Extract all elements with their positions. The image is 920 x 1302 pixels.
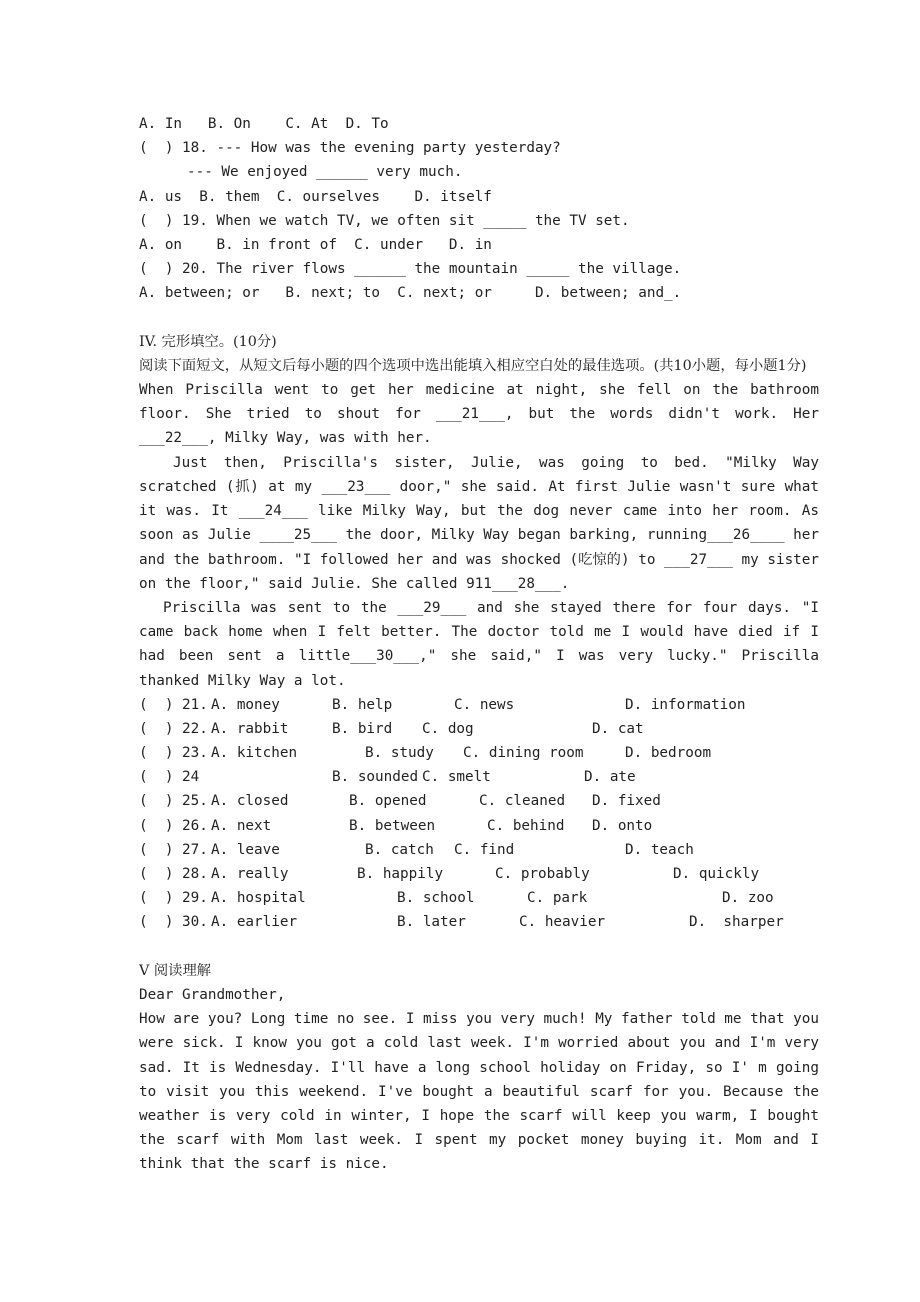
option-a: A. earlier xyxy=(211,914,298,931)
option-b: B. later xyxy=(397,914,466,931)
option-a: A. next xyxy=(211,817,272,834)
option-d: D. ate xyxy=(584,769,636,786)
option-d: D. zoo xyxy=(722,890,774,907)
option-c: C. behind xyxy=(487,817,565,834)
question-number: ( ) 23. xyxy=(139,745,208,762)
option-c: C. cleaned xyxy=(479,793,566,810)
question-number: ( ) 21. xyxy=(139,696,208,713)
option-d: D. teach xyxy=(625,841,694,858)
cloze-question-list xyxy=(139,693,819,935)
letter-body: How are you? Long time no see. I miss you very much! My father told me that you were sick. I know you got a cold last week. I'm worried about you and I'm very sad. It is Wednesday. I'll have a long school holiday on Friday, so I' m going to visit you this weekend. I've bought a beautiful scarf for you. Because the weather is very cold in winter, I hope the scarf will keep you warm, I bought the scarf with Mom last week. I spent my pocket money buying it. Mom and I think that the scarf is nice. xyxy=(139,1011,819,1173)
question-number: ( ) 29. xyxy=(139,890,208,907)
option-a: A. really xyxy=(211,866,289,883)
option-d: D. fixed xyxy=(592,793,661,810)
option-c: C. smelt xyxy=(422,769,491,786)
option-c: C. park xyxy=(527,890,588,907)
reading-heading: V 阅读理解 xyxy=(139,962,212,979)
q18-reply: --- We enjoyed ______ very much. xyxy=(187,164,463,181)
question-number: ( ) 27. xyxy=(139,841,208,858)
option-d: D. onto xyxy=(592,817,653,834)
option-b: B. opened xyxy=(349,793,427,810)
cloze-paragraph-1: When Priscilla went to get her medicine at night, she fell on the bathroom floor. She tried to shout for ___21___, but the words didn't work. Her ___22___, Milky Way, was with her. xyxy=(139,382,819,447)
question-number: ( ) 25. xyxy=(139,793,208,810)
cloze-question-22 xyxy=(139,717,819,741)
option-a: A. money xyxy=(211,696,280,713)
letter-greeting: Dear Grandmother, xyxy=(139,986,286,1003)
q20-options: A. between; or B. next; to C. next; or D. between; and_. xyxy=(139,285,682,302)
cloze-question-28 xyxy=(139,862,819,886)
question-number: ( ) 22. xyxy=(139,720,208,737)
option-b: B. school xyxy=(397,890,475,907)
option-a: A. rabbit xyxy=(211,720,289,737)
q19-question: ( ) 19. When we watch TV, we often sit _____ the TV set. xyxy=(139,212,630,229)
option-c: C. dog xyxy=(422,720,474,737)
question-number: ( ) 24 xyxy=(139,769,200,786)
q17-options: A. In B. On C. At D. To xyxy=(139,116,389,132)
option-a: A. hospital xyxy=(211,890,306,907)
option-d: D. information xyxy=(625,696,746,713)
option-d: D. quickly xyxy=(673,866,760,883)
q18-options: A. us B. them C. ourselves D. itself xyxy=(139,188,492,205)
option-d: D. bedroom xyxy=(625,745,712,762)
option-a: A. closed xyxy=(211,793,289,810)
cloze-paragraph-3: Priscilla was sent to the ___29___ and she stayed there for four days. "I came back home when I felt better. The doctor told me I would have died if I had been sent a little___30___," she said," I was very lucky." Priscilla thanked Milky Way a lot. xyxy=(139,599,819,689)
cloze-question-25 xyxy=(139,789,819,813)
option-c: C. dining room xyxy=(463,745,584,762)
exam-page xyxy=(139,112,819,1177)
question-number: ( ) 30. xyxy=(139,914,208,931)
q18-question: ( ) 18. --- How was the evening party yesterday? xyxy=(139,140,561,157)
option-b: B. happily xyxy=(357,866,444,883)
cloze-question-23 xyxy=(139,741,819,765)
cloze-question-26 xyxy=(139,814,819,838)
question-number: ( ) 28. xyxy=(139,866,208,883)
option-a: A. kitchen xyxy=(211,745,298,762)
option-c: C. find xyxy=(454,841,515,858)
option-b: B. study xyxy=(365,745,434,762)
option-c: C. probably xyxy=(495,866,590,883)
option-b: B. sounded xyxy=(332,769,419,786)
question-number: ( ) 26. xyxy=(139,817,208,834)
option-b: B. bird xyxy=(332,720,393,737)
option-b: B. catch xyxy=(365,841,434,858)
cloze-paragraph-2: Just then, Priscilla's sister, Julie, was going to bed. "Milky Way scratched (抓) at my ___23___ door," she said. At first Julie wasn't sure what it was. It ___24___ like Milky Way, but the dog never came into her room. As soon as Julie ____25___ the door, Milky Way began barking, running___26____ her and the bathroom. "I followed her and was shocked (吃惊的) to ___27___ my sister on the floor," said Julie. She called 911___28___. xyxy=(139,454,819,592)
option-b: B. between xyxy=(349,817,436,834)
cloze-question-29 xyxy=(139,886,819,910)
q19-options: A. on B. in front of C. under D. in xyxy=(139,236,492,253)
option-c: C. news xyxy=(454,696,515,713)
cloze-question-27 xyxy=(139,838,819,862)
q20-question: ( ) 20. The river flows ______ the mountain _____ the village. xyxy=(139,261,682,278)
cloze-instruction: 阅读下面短文，从短文后每小题的四个选项中选出能填入相应空白处的最佳选项。(共10小题，每小题1分) xyxy=(139,357,807,374)
option-d: D. cat xyxy=(592,720,644,737)
option-a: A. leave xyxy=(211,841,280,858)
cloze-question-21 xyxy=(139,693,819,717)
option-b: B. help xyxy=(332,696,393,713)
option-d: D. sharper xyxy=(689,914,784,931)
cloze-heading: IV. 完形填空。(10分) xyxy=(139,333,277,350)
letter xyxy=(139,983,819,1177)
cloze-question-30 xyxy=(139,910,819,934)
option-c: C. heavier xyxy=(519,914,606,931)
cloze-question-24 xyxy=(139,765,819,789)
